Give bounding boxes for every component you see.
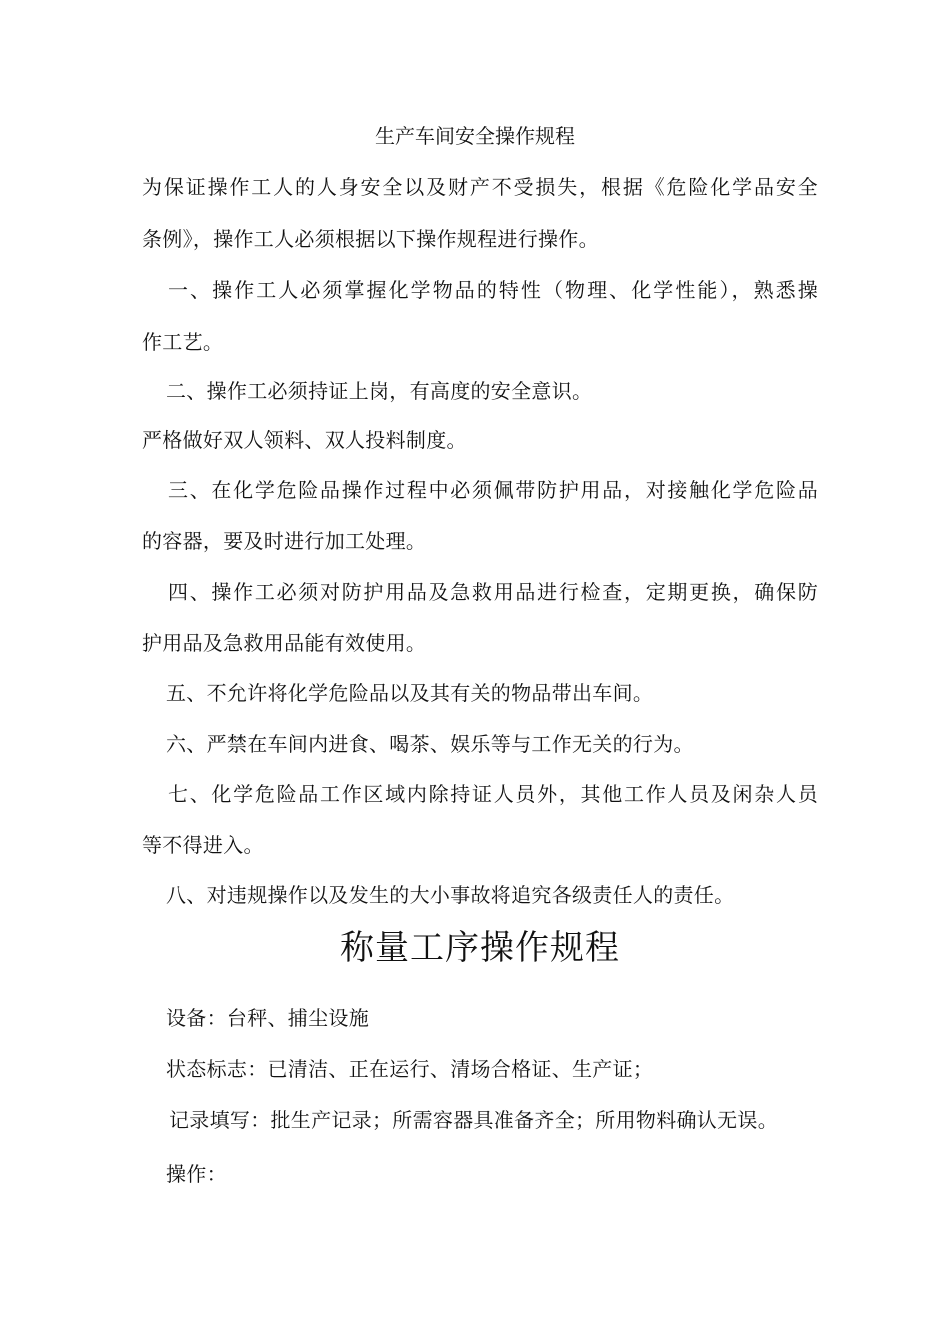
section-title: 称量工序操作规程	[340, 928, 620, 968]
rule-4-line-1: 四、操作工必须对防护用品及急救用品进行检查，定期更换，确保防	[168, 580, 818, 604]
intro-line-2: 条例》，操作工人必须根据以下操作规程进行操作。	[142, 227, 599, 251]
rule-6: 六、严禁在车间内进食、喝茶、娱乐等与工作无关的行为。	[166, 732, 694, 756]
status-line: 状态标志：已清洁、正在运行、清场合格证、生产证；	[166, 1057, 654, 1081]
rule-2-extra: 严格做好双人领料、双人投料制度。	[142, 428, 467, 452]
rule-1-line-1: 一、操作工人必须掌握化学物品的特性（物理、化学性能），熟悉操	[168, 278, 818, 302]
rule-1-line-2: 作工艺。	[142, 330, 224, 354]
rule-7-line-1: 七、化学危险品工作区域内除持证人员外，其他工作人员及闲杂人员	[168, 782, 818, 806]
rule-3-line-2: 的容器，要及时进行加工处理。	[142, 529, 427, 553]
rule-5: 五、不允许将化学危险品以及其有关的物品带出车间。	[166, 681, 654, 705]
record-line: 记录填写：批生产记录；所需容器具准备齐全；所用物料确认无误。	[169, 1108, 778, 1132]
rule-4-line-2: 护用品及急救用品能有效使用。	[142, 631, 427, 655]
rule-7-line-2: 等不得进入。	[142, 833, 264, 857]
document-title: 生产车间安全操作规程	[375, 124, 575, 148]
rule-2: 二、操作工必须持证上岗，有高度的安全意识。	[166, 379, 593, 403]
rule-3-line-1: 三、在化学危险品操作过程中必须佩带防护用品，对接触化学危险品	[168, 478, 818, 502]
rule-8: 八、对违规操作以及发生的大小事故将追究各级责任人的责任。	[166, 883, 735, 907]
intro-line-1: 为保证操作工人的人身安全以及财产不受损失，根据《危险化学品安全	[142, 175, 818, 199]
equipment-line: 设备：台秤、捕尘设施	[166, 1006, 369, 1030]
operation-line: 操作：	[166, 1162, 227, 1186]
